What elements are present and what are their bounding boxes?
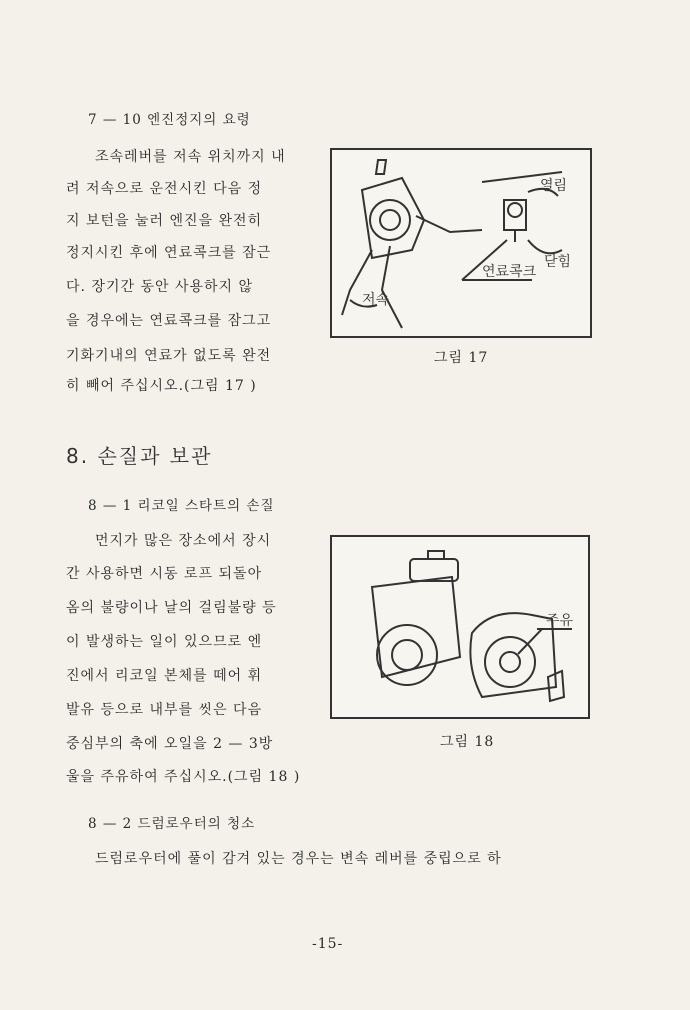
lever-pivot-shape [370,200,410,240]
figure-18-illustration [330,535,590,719]
recoil-starter-diagram [332,537,588,717]
section-8-1-line: 발유 등으로 내부를 씻은 다음 [66,702,263,718]
fuel-cock-diagram [332,150,590,336]
section-8-heading: 8. 손질과 보관 [66,444,213,468]
section-8-1-line: 먼지가 많은 장소에서 장시 [95,533,272,549]
close-arrow-shape [528,240,562,253]
figure-17-cock-label: 연료콕크 [482,264,537,280]
section-7-10-line: 을 경우에는 연료콕크를 잠그고 [66,313,272,329]
section-7-10-line: 지 보턴을 눌러 엔진을 완전히 [66,213,263,229]
section-7-10-title: 7 — 10 엔진정지의 요령 [88,112,251,128]
section-8-2-line: 드럼로우터에 풀이 감겨 있는 경우는 변속 레버를 중립으로 하 [95,851,502,867]
section-8-1-line: 간 사용하면 시동 로프 되돌아 [66,566,263,582]
section-8-1-line: 옴의 불량이나 날의 걸림불량 등 [66,600,277,616]
lever-pivot-inner-shape [380,210,400,230]
figure-18-caption: 그림 18 [440,734,495,750]
section-8-1-title: 8 — 1 리코일 스타트의 손질 [88,498,275,514]
section-8-2-title: 8 — 2 드럼로우터의 청소 [88,816,256,832]
section-7-10-line: 히 빼어 주십시오.(그림 17 ) [66,378,257,394]
section-7-10-line: 정지시킨 후에 연료콕크를 잠근 [66,245,272,261]
section-7-10-line: 조속레버를 저속 위치까지 내 [95,149,286,165]
section-7-10-line: 려 저속으로 운전시킨 다음 정 [66,181,263,197]
section-8-1-line: 진에서 리코일 본체를 떼어 휘 [66,668,263,684]
lever-housing-shape [362,178,424,258]
fuel-cock-valve-shape [508,203,522,217]
fuel-cock-body-shape [504,200,526,230]
oil-leader-line-shape [518,629,542,654]
section-8-1-line: 중심부의 축에 오일을 2 — 3방 [66,736,274,752]
figure-17-caption: 그림 17 [434,350,489,366]
recoil-hub-shape [392,640,422,670]
figure-17-close-label: 닫힘 [544,254,572,270]
throttle-cable-shape [416,216,482,232]
section-8-1-line: 울을 주유하여 주십시오.(그림 18 ) [66,769,301,785]
section-8-1-line: 이 발생하는 일이 있으므로 엔 [66,634,263,650]
section-7-10-line: 다. 장기간 동안 사용하지 않 [66,279,254,295]
recoil-body-shape [470,613,556,697]
recoil-cover-shape [377,625,437,685]
section-7-10-line: 기화기내의 연료가 없도록 완전 [66,348,272,364]
page-number: -15- [312,936,344,952]
figure-17-open-label: 열림 [540,178,568,194]
recoil-shaft-shape [500,652,520,672]
figure-17-illustration [330,148,592,338]
fuel-cap-shape [428,551,444,559]
lever-knob-shape [376,160,386,174]
figure-17-slow-label: 저속 [362,292,390,308]
figure-18-oil-label: 주유 [546,613,574,629]
